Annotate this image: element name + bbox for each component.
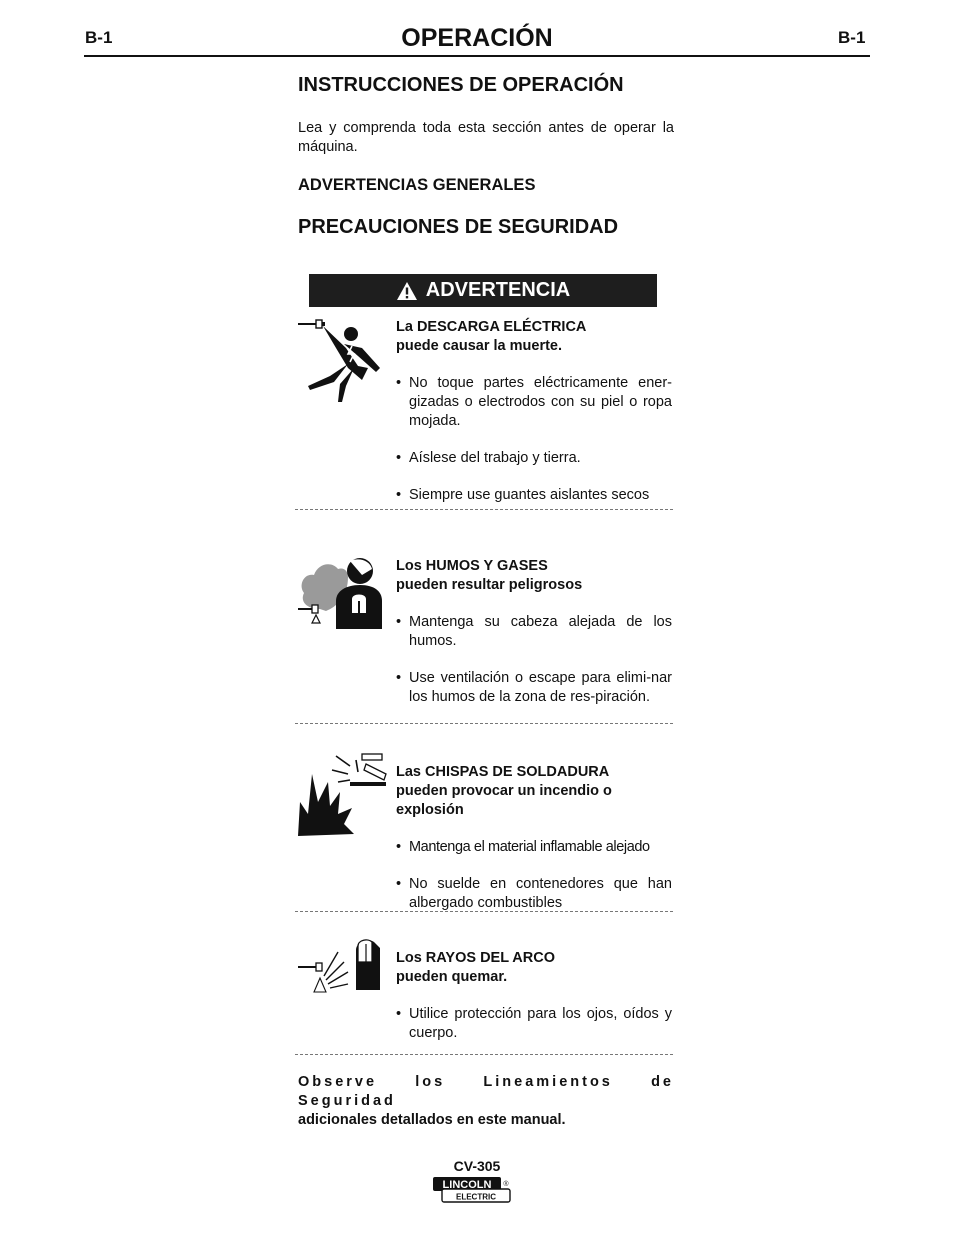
list-item: • Siempre use guantes aislantes secos — [396, 486, 672, 505]
list-item: • No toque partes eléctricamente ener-gizadas o electrodos con su piel o ropa mojada. — [396, 374, 672, 431]
svg-text:®: ® — [503, 1181, 509, 1188]
svg-text:LINCOLN: LINCOLN — [442, 1179, 492, 1191]
list-item: • Aíslese del trabajo y tierra. — [396, 449, 672, 468]
divider — [295, 723, 673, 724]
warning-banner — [309, 274, 657, 307]
list-item: • No suelde en contenedores que han albergado combustibles — [396, 875, 672, 913]
warning-triangle-icon — [396, 281, 418, 301]
svg-text:ELECTRIC: ELECTRIC — [456, 1192, 496, 1202]
model-number: CV-305 — [453, 1158, 501, 1174]
safety-precautions-heading: PRECAUCIONES DE SEGURIDAD — [298, 216, 619, 238]
page-code-right: B-1 — [838, 28, 866, 47]
divider — [295, 509, 673, 510]
list-item: • Mantenga el material inflamable alejado — [396, 838, 672, 857]
section-title: INSTRUCCIONES DE OPERACIÓN — [298, 74, 624, 96]
hazard-title: Los RAYOS DEL ARCO pueden quemar. — [396, 950, 555, 985]
arc-rays-icon — [296, 938, 388, 994]
list-item: • Use ventilación o escape para elimi-nar los humos de la zona de res-piración. — [396, 669, 672, 707]
sparks-explosion-icon — [296, 752, 392, 838]
page-title: OPERACIÓN — [401, 24, 553, 52]
general-warnings-heading: ADVERTENCIAS GENERALES — [298, 176, 536, 194]
list-item: • Utilice protección para los ojos, oídos y cuerpo. — [396, 1005, 672, 1043]
warning-label: ADVERTENCIA — [425, 279, 571, 301]
list-item: • Mantenga su cabeza alejada de los humos. — [396, 613, 672, 651]
closing-note: Observe los Lineamientos de Seguridad adicionales detallados en este manual. — [298, 1074, 674, 1128]
divider — [295, 1054, 673, 1055]
divider — [295, 911, 673, 912]
hazard-title: La DESCARGA ELÉCTRICA puede causar la muerte. — [396, 319, 587, 354]
hazard-title: Los HUMOS Y GASES pueden resultar peligrosos — [396, 558, 583, 593]
lincoln-electric-logo — [432, 1176, 512, 1204]
header-rule — [84, 55, 870, 57]
intro-paragraph: Lea y comprenda toda esta sección antes de operar la máquina. — [298, 120, 674, 155]
fumes-gases-icon — [296, 557, 388, 635]
electric-shock-icon — [296, 318, 388, 408]
page-code-left: B-1 — [85, 28, 113, 47]
hazard-title: Las CHISPAS DE SOLDADURA pueden provocar un incendio o explosión — [396, 764, 612, 818]
